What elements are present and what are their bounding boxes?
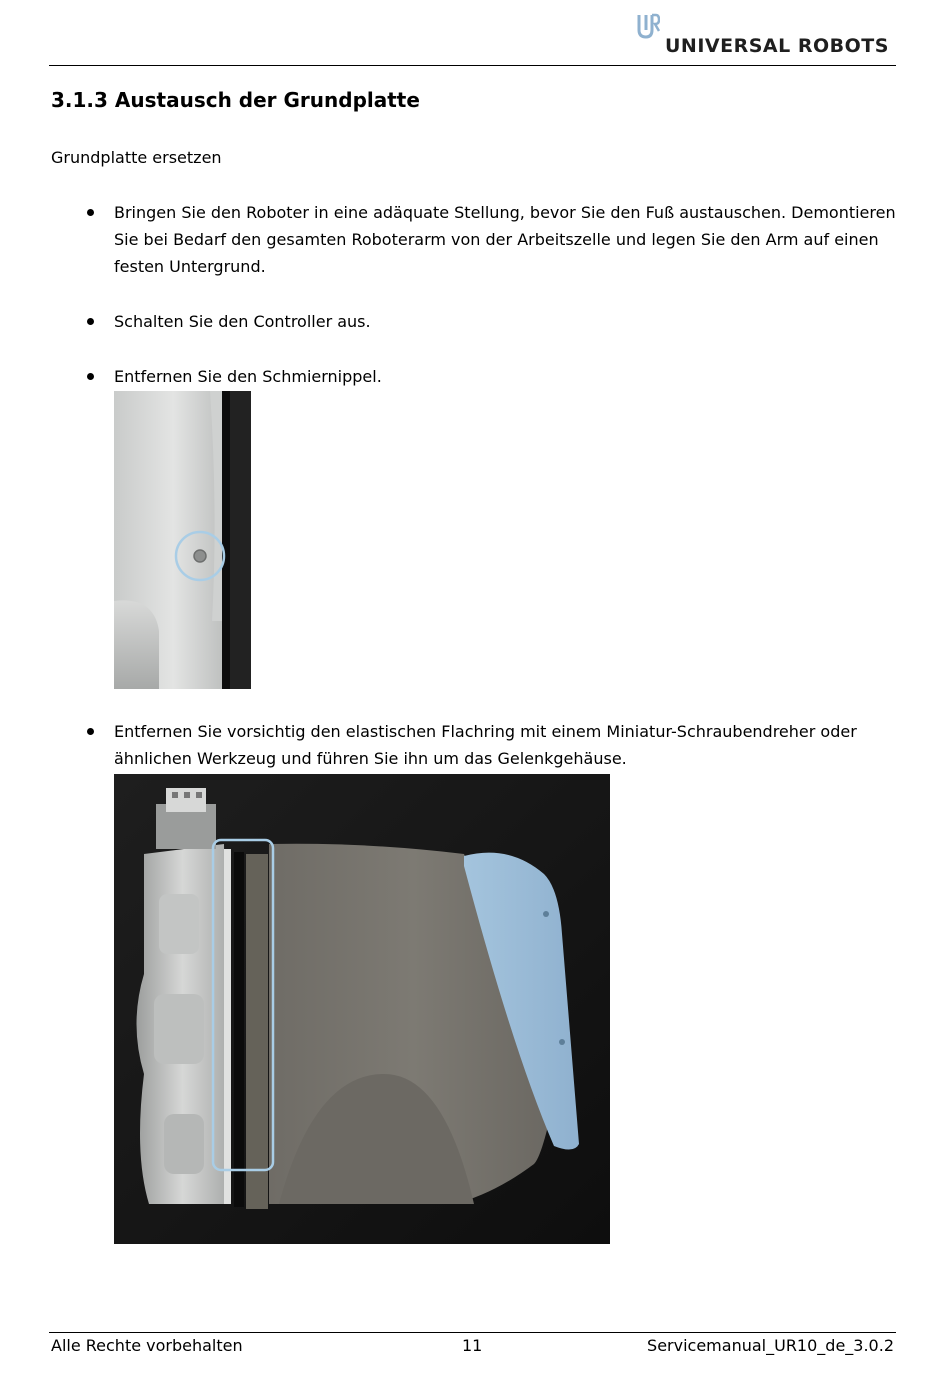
footer-rights: Alle Rechte vorbehalten <box>51 1336 243 1355</box>
bullet-1-line-3: festen Untergrund. <box>114 257 266 276</box>
bullet-4-line-2: ähnlichen Werkzeug und führen Sie ihn um das Gelenkgehäuse. <box>114 749 627 768</box>
section-heading: 3.1.3 Austausch der Grundplatte <box>51 88 420 112</box>
bullet-1-text <box>114 199 896 280</box>
bullet-icon <box>87 318 94 325</box>
bullet-icon <box>87 728 94 735</box>
document-id: Servicemanual_UR10_de_3.0.2 <box>647 1336 894 1355</box>
logo-text: UNIVERSAL ROBOTS <box>665 35 889 57</box>
universal-robots-logo <box>636 13 889 59</box>
page-number: 11 <box>462 1336 483 1355</box>
intro-text: Grundplatte ersetzen <box>51 148 222 167</box>
bullet-1-line-1: Bringen Sie den Roboter in eine adäquate Stellung, bevor Sie den Fuß austauschen. Demontieren <box>114 203 896 222</box>
bullet-4-text <box>114 718 857 772</box>
flat-ring-photo <box>114 774 610 1244</box>
bullet-icon <box>87 373 94 380</box>
footer-rule <box>49 1332 896 1333</box>
bullet-icon <box>87 209 94 216</box>
bullet-1-line-2: Sie bei Bedarf den gesamten Roboterarm von der Arbeitszelle und legen Sie den Arm auf einen <box>114 230 879 249</box>
bullet-2-text: Schalten Sie den Controller aus. <box>114 312 371 331</box>
bullet-3-text: Entfernen Sie den Schmiernippel. <box>114 367 382 386</box>
header-rule <box>49 65 896 66</box>
bullet-4-line-1: Entfernen Sie vorsichtig den elastischen Flachring mit einem Miniatur-Schraubendreher oder <box>114 722 857 741</box>
ur-logo-mark-icon <box>636 13 660 41</box>
grease-nipple-photo <box>114 391 251 689</box>
